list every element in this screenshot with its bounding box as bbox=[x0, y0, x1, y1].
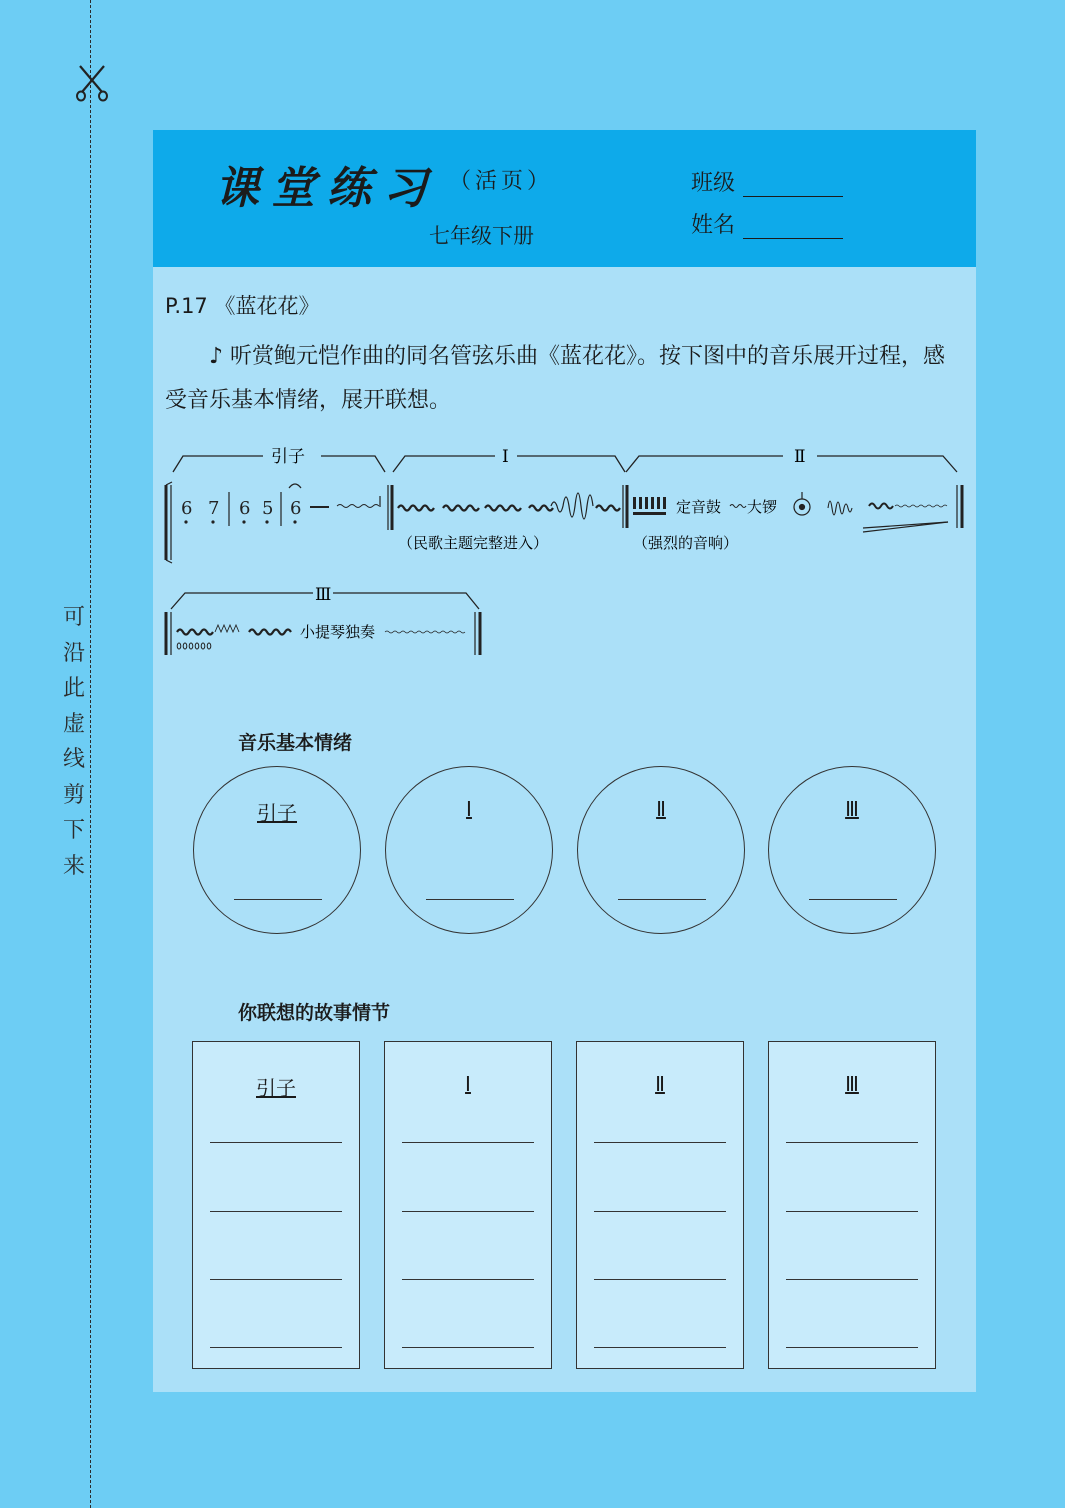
part2-end-barline bbox=[957, 485, 962, 528]
answer-line[interactable] bbox=[210, 1347, 342, 1348]
cut-instruction bbox=[56, 600, 92, 884]
part2-wave bbox=[869, 504, 893, 509]
part2-caption: （强烈的音响） bbox=[633, 534, 739, 552]
worksheet-card bbox=[153, 130, 976, 1392]
name-label: 姓名 bbox=[691, 213, 736, 238]
answer-line[interactable] bbox=[402, 1279, 534, 1280]
emotion-circle-label: 引子 bbox=[257, 801, 297, 825]
note: 7 bbox=[208, 498, 220, 519]
bar-lines bbox=[229, 484, 392, 530]
cut-char: 虚 bbox=[62, 711, 85, 737]
cut-char: 此 bbox=[62, 676, 85, 701]
timpani-wave bbox=[730, 505, 746, 508]
story-box-part2[interactable] bbox=[576, 1041, 744, 1369]
cut-char: 下 bbox=[62, 818, 85, 843]
answer-line[interactable] bbox=[426, 899, 514, 900]
answer-line[interactable] bbox=[786, 1347, 918, 1348]
answer-line[interactable] bbox=[594, 1347, 726, 1348]
note: 6 bbox=[290, 498, 302, 519]
answer-line[interactable] bbox=[210, 1279, 342, 1280]
violin-wave bbox=[385, 631, 465, 633]
cut-char: 来 bbox=[62, 853, 85, 879]
instruction-text: ♪ 听赏鲍元恺作曲的同名管弦乐曲《蓝花花》。按下图中的音乐展开过程，感受音乐基本情绪，展开联想。 bbox=[165, 344, 946, 413]
note: 5 bbox=[262, 498, 274, 519]
note: 6 bbox=[181, 498, 193, 519]
page-reference: P.17 《蓝花花》 bbox=[165, 294, 320, 318]
decrescendo-wave bbox=[895, 505, 947, 507]
emotion-circle-label: Ⅱ bbox=[656, 797, 666, 821]
part1-barline bbox=[623, 485, 627, 528]
answer-line[interactable] bbox=[809, 899, 897, 900]
part2-bracket bbox=[626, 456, 957, 472]
intro-label: 引子 bbox=[271, 447, 305, 467]
part1-bracket bbox=[393, 456, 625, 472]
note-dots bbox=[184, 520, 296, 523]
emotion-circle-label: Ⅰ bbox=[466, 797, 472, 821]
roll-wave bbox=[828, 501, 852, 515]
part2-label: Ⅱ bbox=[794, 447, 806, 467]
answer-line[interactable] bbox=[594, 1211, 726, 1212]
part1-caption: （民歌主题完整进入） bbox=[398, 534, 549, 552]
cut-char: 线 bbox=[62, 747, 85, 772]
emotion-circle-part3[interactable] bbox=[768, 766, 936, 934]
music-structure-diagram bbox=[153, 130, 976, 690]
answer-line[interactable] bbox=[786, 1142, 918, 1143]
class-label: 班级 bbox=[691, 171, 736, 196]
answer-line[interactable] bbox=[402, 1142, 534, 1143]
story-box-label: 引子 bbox=[256, 1076, 296, 1100]
opening-barline bbox=[166, 482, 172, 563]
crescendo-wave bbox=[551, 493, 593, 519]
cut-char: 可 bbox=[62, 605, 85, 630]
answer-line[interactable] bbox=[402, 1347, 534, 1348]
story-box-part1[interactable] bbox=[384, 1041, 552, 1369]
title-subtitle: （活页） bbox=[449, 169, 554, 194]
emotion-circle-part1[interactable] bbox=[385, 766, 553, 934]
part3-wave bbox=[177, 630, 213, 635]
emotion-circle-intro[interactable] bbox=[193, 766, 361, 934]
answer-line[interactable] bbox=[786, 1279, 918, 1280]
answer-line[interactable] bbox=[234, 899, 322, 900]
final-barline bbox=[475, 612, 480, 655]
scissors-icon bbox=[74, 62, 110, 102]
cut-char: 剪 bbox=[62, 782, 85, 808]
answer-line[interactable] bbox=[210, 1211, 342, 1212]
strong-accents bbox=[633, 497, 666, 515]
answer-line[interactable] bbox=[786, 1211, 918, 1212]
cut-char: 沿 bbox=[62, 640, 85, 666]
part3-label: Ⅲ bbox=[315, 585, 332, 605]
story-box-intro[interactable] bbox=[192, 1041, 360, 1369]
part1-label: Ⅰ bbox=[502, 447, 509, 467]
answer-line[interactable] bbox=[594, 1279, 726, 1280]
answer-line[interactable] bbox=[210, 1142, 342, 1143]
emotion-circle-part2[interactable] bbox=[577, 766, 745, 934]
story-box-label: Ⅰ bbox=[465, 1072, 471, 1096]
note: 6 bbox=[239, 498, 251, 519]
answer-line[interactable] bbox=[618, 899, 706, 900]
part1-end-wave bbox=[596, 506, 620, 511]
answer-line[interactable] bbox=[594, 1142, 726, 1143]
pizzicato-marks bbox=[177, 643, 211, 649]
story-box-label: Ⅱ bbox=[655, 1072, 665, 1096]
part3-start-barline bbox=[166, 612, 171, 655]
page-title: 课堂练习 bbox=[215, 163, 439, 214]
part3-wave2 bbox=[249, 630, 291, 635]
gong-label: 大锣 bbox=[747, 498, 778, 516]
emotion-circle-label: Ⅲ bbox=[845, 797, 859, 821]
story-heading: 你联想的故事情节 bbox=[238, 1002, 391, 1024]
answer-line[interactable] bbox=[402, 1211, 534, 1212]
gong-icon bbox=[794, 492, 810, 515]
part1-waves bbox=[398, 506, 553, 511]
intro-notes bbox=[181, 498, 301, 519]
story-box-label: Ⅲ bbox=[845, 1072, 859, 1096]
story-box-part3[interactable] bbox=[768, 1041, 936, 1369]
emotion-heading: 音乐基本情绪 bbox=[238, 732, 353, 754]
diminuendo-mark bbox=[863, 522, 948, 532]
zigzag-wave bbox=[215, 625, 239, 632]
grade-label: 七年级下册 bbox=[429, 224, 534, 248]
violin-solo-label: 小提琴独奏 bbox=[300, 623, 376, 641]
timpani-label: 定音鼓 bbox=[676, 498, 722, 516]
